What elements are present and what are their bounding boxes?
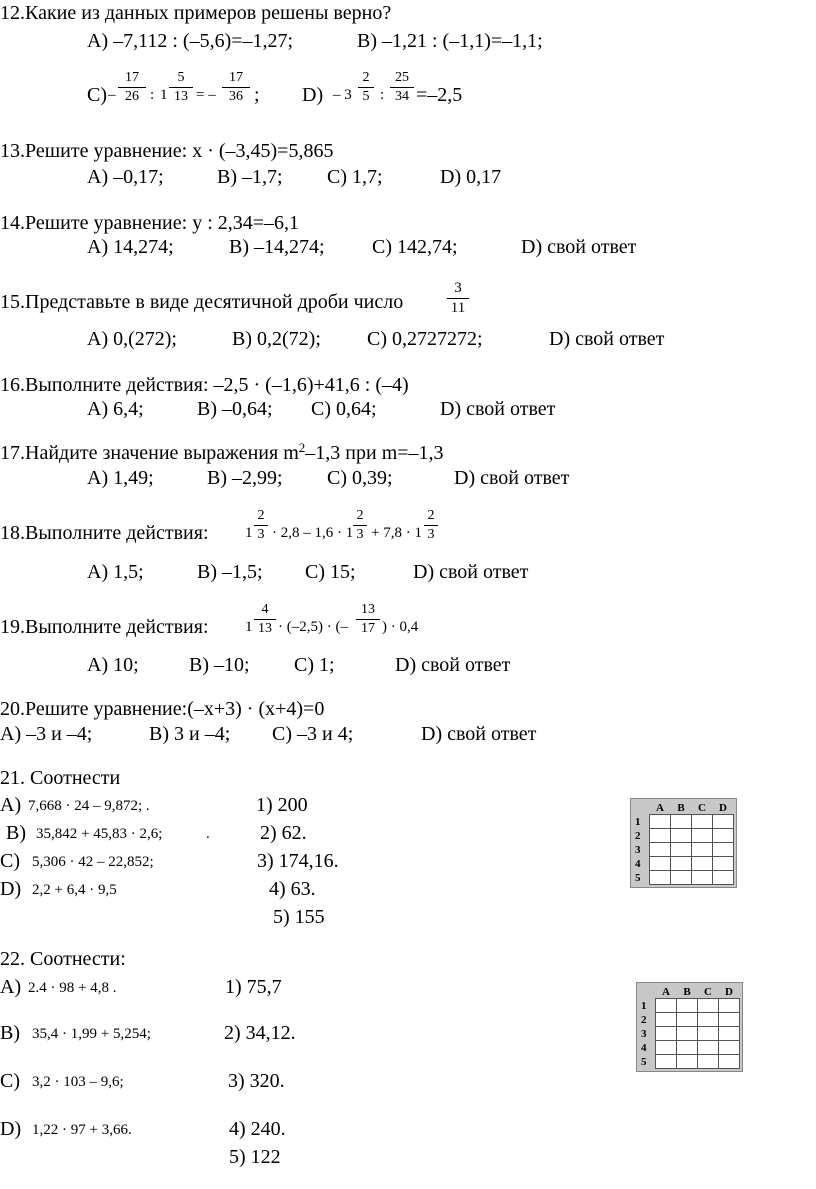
grid-row-header: 1 [633, 815, 650, 829]
q20-option-a: A) –3 и –4; [0, 723, 93, 745]
q19-option-c: C) 1; [294, 654, 335, 676]
q20-option-b: B) 3 и –4; [149, 723, 231, 745]
q22-d-label: D) [0, 1118, 22, 1140]
q22-c-label: C) [0, 1070, 20, 1092]
q22-answer-grid [636, 982, 743, 1072]
grid-answer-cell[interactable] [692, 843, 713, 857]
grid-column-header: B [677, 985, 698, 999]
q22-answer-5: 5) 122 [229, 1146, 281, 1168]
grid-column-header: A [656, 985, 677, 999]
q12-option-d-label: D) [302, 84, 324, 106]
q15-option-d: D) свой ответ [549, 328, 665, 350]
q12-d-colon: : [380, 87, 385, 103]
grid-row-header: 4 [633, 857, 650, 871]
q16-option-c: C) 0,64; [311, 398, 377, 420]
grid-answer-cell[interactable] [656, 1013, 677, 1027]
q19-part-2: ) · 0,4 [382, 619, 419, 635]
grid-column-header: C [692, 801, 713, 815]
q19-question: 19.Выполните действия: [0, 616, 209, 638]
q20-option-c: C) –3 и 4; [272, 723, 354, 745]
q22-title: 22. Соотнести: [0, 948, 126, 970]
q15-option-a: A) 0,(272); [87, 328, 177, 350]
q16-question: 16.Выполните действия: –2,5 · (–1,6)+41,6 : (–4) [0, 374, 409, 396]
q13-question: 13.Решите уравнение: x · (–3,45)=5,865 [0, 140, 334, 162]
grid-row-header: 1 [639, 999, 656, 1013]
grid-answer-cell[interactable] [692, 871, 713, 885]
q18-part-2: + 7,8 · 1 [371, 525, 422, 541]
q21-answer-5: 5) 155 [273, 906, 325, 928]
q18-option-c: C) 15; [305, 561, 356, 583]
q18-part-1: · 2,8 – 1,6 · 1 [272, 525, 354, 541]
grid-answer-cell[interactable] [719, 1027, 740, 1041]
grid-corner [633, 801, 650, 815]
grid-answer-cell[interactable] [719, 1013, 740, 1027]
q12-c-fraction-3: 17 36 [222, 70, 250, 105]
q22-answer-2: 2) 34,12. [224, 1022, 296, 1044]
grid-answer-cell[interactable] [650, 857, 671, 871]
q18-whole-1: 1 [245, 525, 253, 541]
q12-c-colon: : [150, 87, 155, 103]
q21-answer-4: 4) 63. [269, 878, 316, 900]
q14-option-d: D) свой ответ [521, 236, 637, 258]
q18-question: 18.Выполните действия: [0, 522, 209, 544]
grid-answer-cell[interactable] [713, 815, 734, 829]
q13-option-c: C) 1,7; [327, 166, 383, 188]
q17-option-b: B) –2,99; [207, 467, 283, 489]
q22-answer-4: 4) 240. [229, 1118, 286, 1140]
grid-row-header: 2 [633, 829, 650, 843]
grid-answer-cell[interactable] [650, 829, 671, 843]
q20-question: 20.Решите уравнение:(–x+3) · (x+4)=0 [0, 698, 325, 720]
q21-b-label: B) [6, 822, 26, 844]
grid-answer-cell[interactable] [677, 1041, 698, 1055]
grid-answer-cell[interactable] [692, 829, 713, 843]
q14-option-c: C) 142,74; [372, 236, 458, 258]
grid-answer-cell[interactable] [656, 1055, 677, 1069]
grid-answer-cell[interactable] [671, 857, 692, 871]
grid-answer-cell[interactable] [719, 1055, 740, 1069]
grid-answer-cell[interactable] [692, 815, 713, 829]
q21-b-dot: . [206, 826, 210, 842]
grid-answer-cell[interactable] [677, 1055, 698, 1069]
q21-answer-1: 1) 200 [256, 794, 308, 816]
q12-question: 12.Какие из данных примеров решены верно? [0, 2, 392, 24]
grid-column-header: D [719, 985, 740, 999]
q17-option-d: D) свой ответ [454, 467, 570, 489]
grid-answer-cell[interactable] [698, 1013, 719, 1027]
grid-answer-cell[interactable] [713, 843, 734, 857]
q22-d-expression: 1,22 · 97 + 3,66. [32, 1122, 132, 1138]
q19-whole-1: 1 [245, 619, 253, 635]
q13-option-b: B) –1,7; [217, 166, 283, 188]
grid-answer-cell[interactable] [698, 1041, 719, 1055]
grid-answer-cell[interactable] [671, 815, 692, 829]
q14-option-a: A) 14,274; [87, 236, 174, 258]
q12-c-fraction-2: 5 13 [169, 70, 193, 105]
q13-option-a: A) –0,17; [87, 166, 164, 188]
q19-option-b: B) –10; [189, 654, 250, 676]
grid-answer-cell[interactable] [692, 857, 713, 871]
q22-a-label: A) [0, 976, 22, 998]
q19-fraction-2: 13 17 [356, 602, 380, 637]
q21-d-label: D) [0, 878, 22, 900]
q21-answer-2: 2) 62. [260, 822, 307, 844]
grid-row-header: 3 [639, 1027, 656, 1041]
grid-answer-cell[interactable] [719, 1041, 740, 1055]
q19-fraction-1: 4 13 [254, 602, 276, 637]
q12-c-whole: 1 [160, 87, 168, 103]
grid-answer-cell[interactable] [671, 829, 692, 843]
q18-option-b: B) –1,5; [197, 561, 263, 583]
q21-a-label: A) [0, 794, 22, 816]
q22-c-expression: 3,2 · 103 – 9,6; [32, 1074, 124, 1090]
q22-answer-1: 1) 75,7 [225, 976, 282, 998]
q21-b-expression: 35,842 + 45,83 · 2,6; [36, 826, 163, 842]
grid-row-header: 3 [633, 843, 650, 857]
q18-fraction-2: 2 3 [353, 508, 367, 543]
grid-answer-cell[interactable] [677, 1027, 698, 1041]
grid-answer-cell[interactable] [677, 999, 698, 1013]
q22-b-expression: 35,4 · 1,99 + 5,254; [32, 1026, 151, 1042]
q17-option-c: C) 0,39; [327, 467, 393, 489]
grid-row-header: 4 [639, 1041, 656, 1055]
grid-answer-cell[interactable] [698, 1055, 719, 1069]
q22-a-expression: 2.4 · 98 + 4,8 . [28, 980, 117, 996]
q12-d-result: =–2,5 [416, 84, 463, 106]
grid-row-header: 5 [639, 1055, 656, 1069]
q12-d-fraction-2: 25 34 [390, 70, 414, 105]
q21-c-label: C) [0, 850, 20, 872]
q21-c-expression: 5,306 · 42 – 22,852; [32, 854, 154, 870]
q19-part-1: · (–2,5) · (– [278, 619, 348, 635]
q15-option-c: C) 0,2727272; [367, 328, 483, 350]
grid-column-header: B [671, 801, 692, 815]
grid-answer-cell[interactable] [677, 1013, 698, 1027]
q12-c-minus: – [108, 87, 116, 103]
grid-answer-cell[interactable] [656, 1027, 677, 1041]
q12-c-equals: = – [196, 87, 216, 103]
q22-b-label: B) [0, 1022, 20, 1044]
grid-answer-cell[interactable] [671, 871, 692, 885]
grid-answer-cell[interactable] [713, 829, 734, 843]
q22-answer-3: 3) 320. [228, 1070, 285, 1092]
q20-option-d: D) свой ответ [421, 723, 537, 745]
grid-answer-cell[interactable] [650, 843, 671, 857]
q21-title: 21. Соотнести [0, 767, 121, 789]
q19-option-d: D) свой ответ [395, 654, 511, 676]
q21-a-expression: 7,668 · 24 – 9,872; . [28, 798, 150, 814]
q12-option-b: B) –1,21 : (–1,1)=–1,1; [357, 30, 543, 52]
q15-fraction: 3 11 [447, 280, 469, 317]
grid-answer-cell[interactable] [698, 999, 719, 1013]
q15-option-b: B) 0,2(72); [232, 328, 321, 350]
q18-option-d: D) свой ответ [413, 561, 529, 583]
q16-option-a: A) 6,4; [87, 398, 144, 420]
q14-question: 14.Решите уравнение: y : 2,34=–6,1 [0, 212, 300, 234]
q13-option-d: D) 0,17 [440, 166, 502, 188]
grid-row-header: 5 [633, 871, 650, 885]
q12-d-prefix: – 3 [333, 87, 352, 103]
grid-column-header: D [713, 801, 734, 815]
grid-answer-cell[interactable] [650, 815, 671, 829]
q18-fraction-1: 2 3 [254, 508, 268, 543]
grid-corner [639, 985, 656, 999]
grid-answer-cell[interactable] [650, 871, 671, 885]
q21-answer-3: 3) 174,16. [257, 850, 339, 872]
q14-option-b: B) –14,274; [229, 236, 325, 258]
grid-answer-cell[interactable] [656, 1041, 677, 1055]
q18-fraction-3: 2 3 [424, 508, 438, 543]
grid-answer-cell[interactable] [698, 1027, 719, 1041]
grid-column-header: C [698, 985, 719, 999]
grid-answer-cell[interactable] [713, 871, 734, 885]
q21-d-expression: 2,2 + 6,4 · 9,5 [32, 882, 117, 898]
q12-c-fraction-1: 17 26 [118, 70, 146, 105]
q19-option-a: A) 10; [87, 654, 139, 676]
grid-column-header: A [650, 801, 671, 815]
q12-option-a: A) –7,112 : (–5,6)=–1,27; [87, 30, 294, 52]
q12-d-fraction-1: 2 5 [358, 70, 374, 105]
q17-question: 17.Найдите значение выражения $m^2-1,3$ при m=–1,3 [0, 440, 444, 464]
q21-answer-grid [630, 798, 737, 888]
grid-answer-cell[interactable] [656, 999, 677, 1013]
q12-c-end: ; [254, 84, 260, 106]
q16-option-b: B) –0,64; [197, 398, 273, 420]
grid-answer-cell[interactable] [671, 843, 692, 857]
q12-option-c-label: C) [87, 84, 107, 106]
q15-question: 15.Представьте в виде десятичной дроби число [0, 291, 404, 313]
q18-option-a: A) 1,5; [87, 561, 144, 583]
grid-answer-cell[interactable] [713, 857, 734, 871]
grid-answer-cell[interactable] [719, 999, 740, 1013]
q16-option-d: D) свой ответ [440, 398, 556, 420]
q17-option-a: A) 1,49; [87, 467, 154, 489]
grid-row-header: 2 [639, 1013, 656, 1027]
